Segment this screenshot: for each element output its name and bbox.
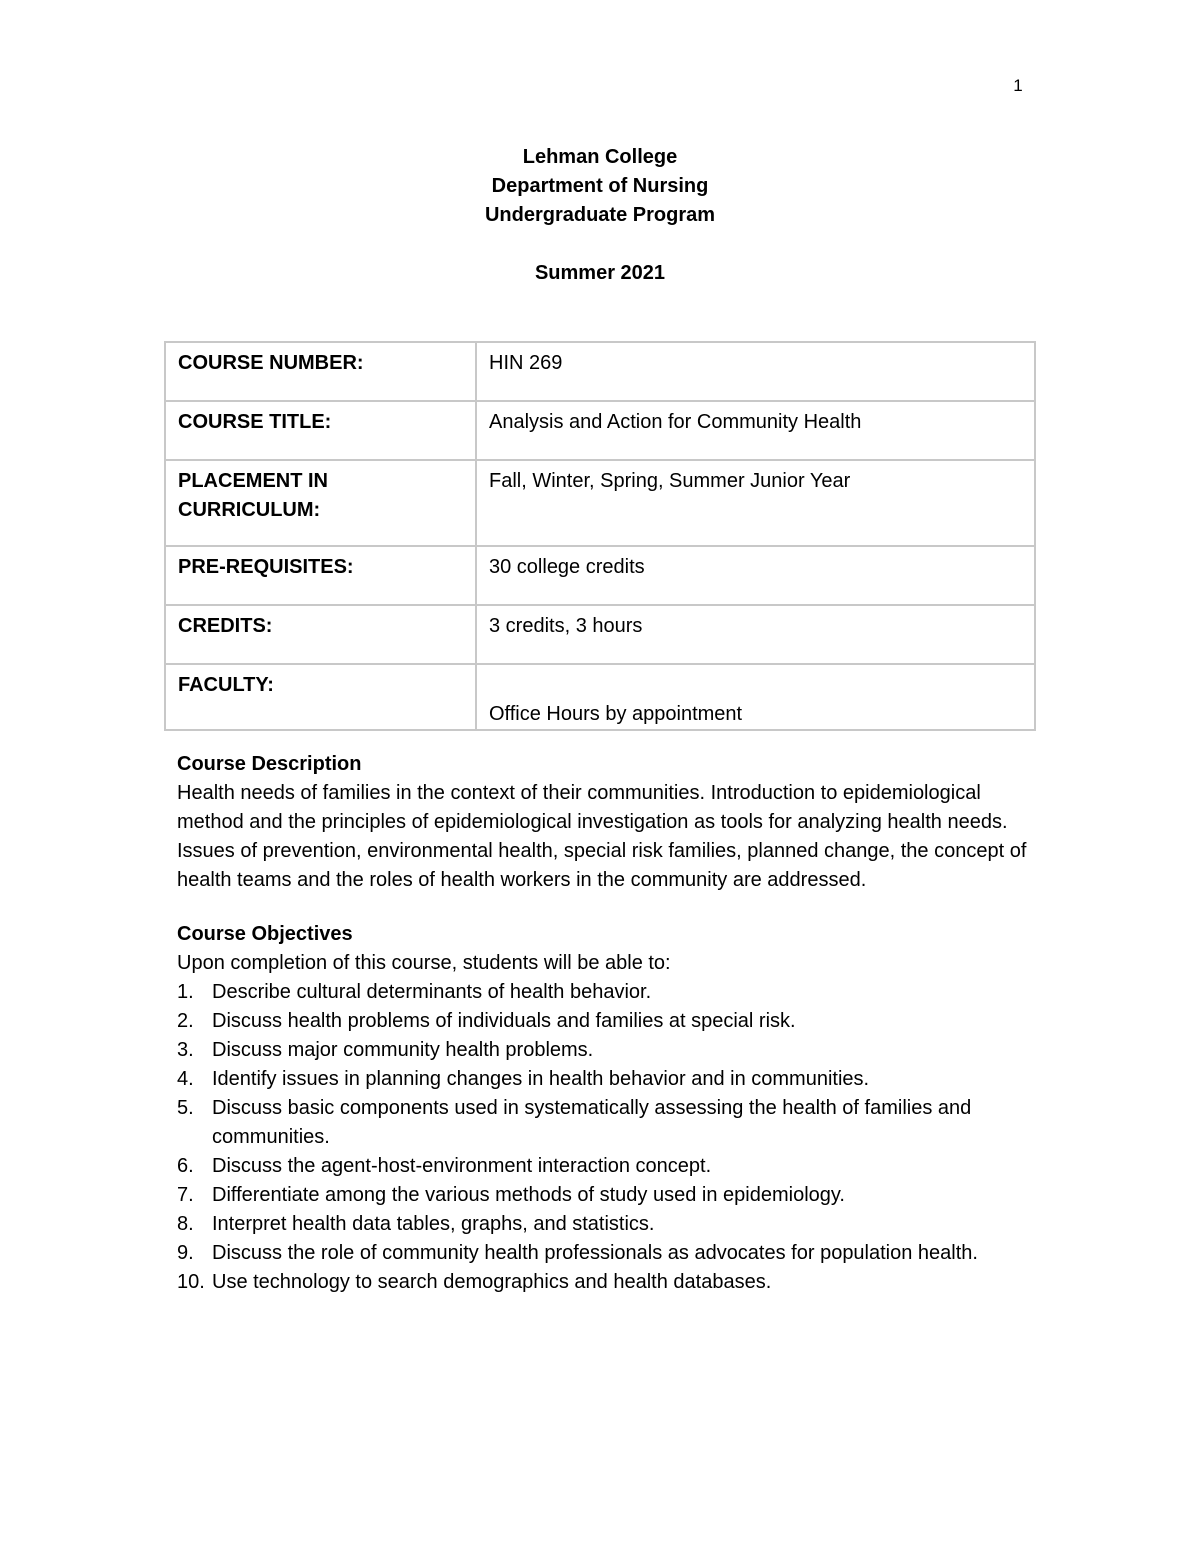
objective-text: Discuss the role of community health professionals as advocates for population health. <box>212 1242 978 1264</box>
list-item <box>177 1181 1037 1210</box>
term-label: Summer 2021 <box>534 262 666 284</box>
objective-text: Use technology to search demographics and health databases. <box>212 1271 772 1293</box>
credits-label: CREDITS: <box>165 605 476 664</box>
objective-number: 1. <box>177 981 194 1003</box>
objective-text: Describe cultural determinants of health behavior. <box>212 981 652 1003</box>
objective-number: 5. <box>177 1097 194 1119</box>
objective-text: Discuss the agent-host-environment interaction concept. <box>212 1155 712 1177</box>
faculty-office-hours: Office Hours by appointment <box>489 703 743 725</box>
prerequisites-value: 30 college credits <box>476 546 1035 605</box>
program-name: Undergraduate Program <box>484 204 716 226</box>
department-name: Department of Nursing <box>491 175 709 197</box>
objective-number: 6. <box>177 1155 194 1177</box>
faculty-name-blank <box>489 671 1022 700</box>
table-row-faculty <box>165 664 1035 730</box>
placement-label: PLACEMENT IN CURRICULUM: <box>165 460 476 546</box>
course-description-text: Health needs of families in the context of their communities. Introduction to epidemiological method and the principles of epidemiological investigation as tools for analyzing health needs. Issues of prevention, environmental health, special risk families, planned change, the concept of health teams and the roles of health workers in the community are addressed. <box>177 782 1027 891</box>
course-objectives-section <box>177 920 1037 1297</box>
list-item <box>177 1094 1037 1152</box>
prerequisites-label: PRE-REQUISITES: <box>165 546 476 605</box>
page-number: 1 <box>1013 76 1023 95</box>
objective-number: 9. <box>177 1242 194 1264</box>
faculty-value-cell <box>476 664 1035 730</box>
table-row-prerequisites <box>165 546 1035 605</box>
objective-text: Differentiate among the various methods of study used in epidemiology. <box>212 1184 845 1206</box>
list-item <box>177 1210 1037 1239</box>
objectives-list <box>177 978 1037 1297</box>
course-description-title: Course Description <box>177 753 362 775</box>
list-item <box>177 1152 1037 1181</box>
objective-number: 10. <box>177 1271 205 1293</box>
course-objectives-title: Course Objectives <box>177 923 353 945</box>
table-row-placement <box>165 460 1035 546</box>
objective-text: Discuss basic components used in systematically assessing the health of families and communities. <box>212 1097 972 1148</box>
table-row-course-number <box>165 342 1035 401</box>
objective-text: Interpret health data tables, graphs, and statistics. <box>212 1213 655 1235</box>
table-row-credits <box>165 605 1035 664</box>
objective-number: 3. <box>177 1039 194 1061</box>
document-header <box>0 143 1200 288</box>
list-item <box>177 1036 1037 1065</box>
syllabus-content <box>177 750 1037 1297</box>
course-objectives-intro: Upon completion of this course, students will be able to: <box>177 952 671 974</box>
course-number-value: HIN 269 <box>476 342 1035 401</box>
objective-number: 2. <box>177 1010 194 1032</box>
course-info-table <box>164 341 1036 731</box>
course-title-value: Analysis and Action for Community Health <box>476 401 1035 460</box>
course-title-label: COURSE TITLE: <box>165 401 476 460</box>
header-spacer <box>0 230 1200 259</box>
faculty-label: FACULTY: <box>165 664 476 730</box>
course-description-section <box>177 750 1037 895</box>
objective-number: 7. <box>177 1184 194 1206</box>
list-item <box>177 1268 1037 1297</box>
list-item <box>177 1007 1037 1036</box>
list-item <box>177 1239 1037 1268</box>
placement-value: Fall, Winter, Spring, Summer Junior Year <box>476 460 1035 546</box>
table-row-course-title <box>165 401 1035 460</box>
list-item <box>177 1065 1037 1094</box>
objective-text: Discuss health problems of individuals and families at special risk. <box>212 1010 796 1032</box>
objective-number: 8. <box>177 1213 194 1235</box>
objective-text: Identify issues in planning changes in health behavior and in communities. <box>212 1068 870 1090</box>
objective-number: 4. <box>177 1068 194 1090</box>
credits-value: 3 credits, 3 hours <box>476 605 1035 664</box>
objective-text: Discuss major community health problems. <box>212 1039 594 1061</box>
list-item <box>177 978 1037 1007</box>
institution-name: Lehman College <box>522 146 678 168</box>
course-number-label: COURSE NUMBER: <box>165 342 476 401</box>
